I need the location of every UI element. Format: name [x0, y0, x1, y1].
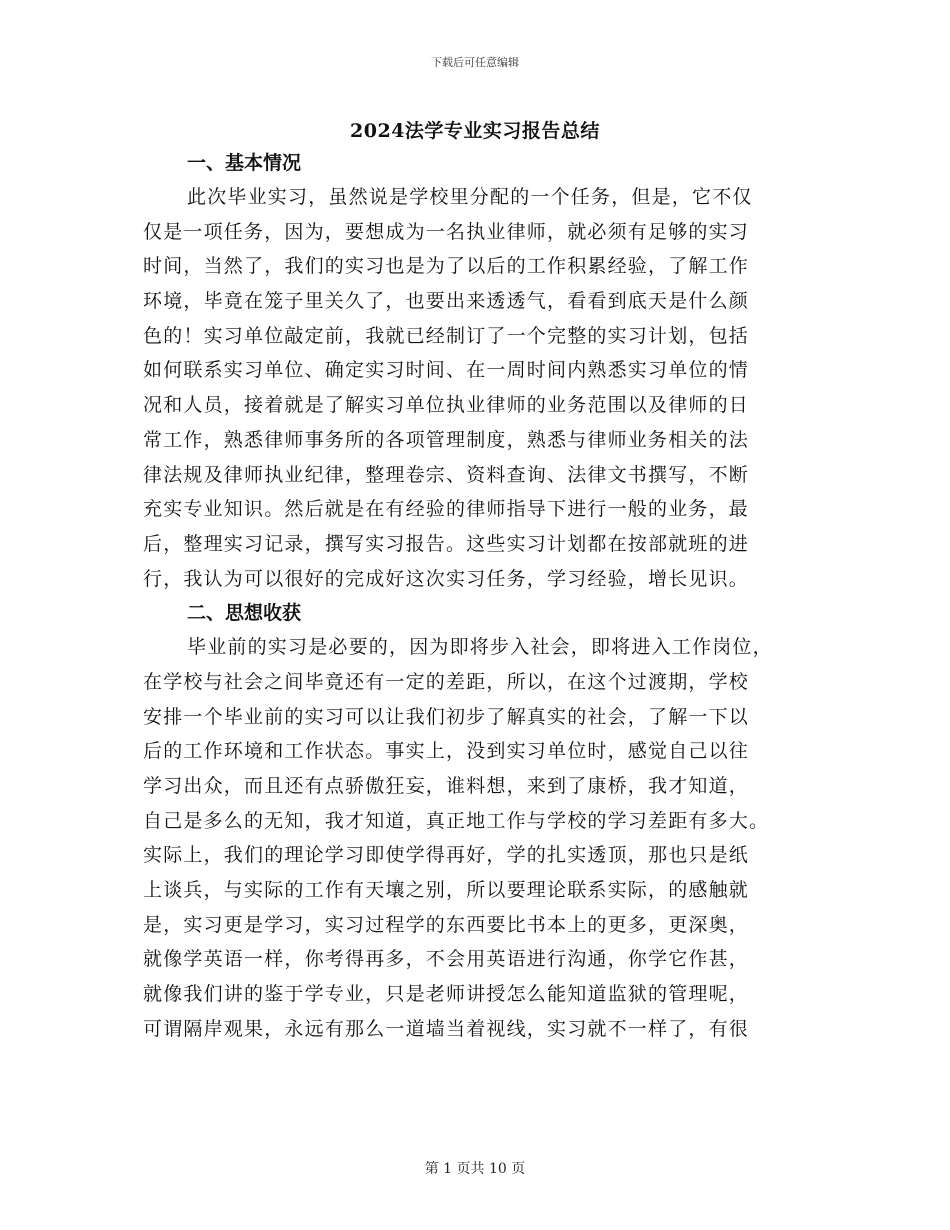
header-note: 下载后可任意编辑	[431, 56, 519, 69]
paragraph-line: 色的！实习单位敲定前，我就已经制订了一个完整的实习计划，包括	[143, 324, 750, 347]
page-number: 第 1 页共 10 页	[424, 1161, 526, 1177]
section-heading-basic-situation: 一、基本情况	[187, 152, 302, 174]
paragraph-line: 就像学英语一样，你考得再多，不会用英语进行沟通，你学它作甚，	[143, 948, 750, 971]
paragraph-line: 此次毕业实习，虽然说是学校里分配的一个任务，但是，它不仅	[187, 186, 753, 208]
section-heading-thought-harvest: 二、思想收获	[187, 602, 302, 625]
paragraph-line: 实际上，我们的理论学习即使学得再好，学的扎实透顶，那也只是纸	[143, 844, 750, 867]
paragraph-line: 仅是一项任务，因为，要想成为一名执业律师，就必须有足够的实习	[143, 220, 750, 243]
paragraph-line: 就像我们讲的鉴于学专业，只是老师讲授怎么能知道监狱的管理呢，	[143, 983, 750, 1006]
paragraph-line: 上谈兵，与实际的工作有天壤之别，所以要理论联系实际，的感触就	[143, 879, 750, 902]
paragraph-line: 是，实习更是学习，实习过程学的东西要比书本上的更多，更深奥，	[143, 913, 750, 936]
paragraph-line: 律法规及律师执业纪律，整理卷宗、资料查询、法律文书撰写，不断	[143, 463, 750, 486]
paragraph-line: 在学校与社会之间毕竟还有一定的差距，所以，在这个过渡期，学校	[143, 670, 750, 693]
paragraph-line: 充实专业知识。然后就是在有经验的律师指导下进行一般的业务，最	[143, 498, 750, 521]
document-title: 2024法学专业实习报告总结	[350, 120, 600, 142]
paragraph-line: 学习出众，而且还有点骄傲狂妄，谁料想，来到了康桥，我才知道，	[143, 775, 750, 797]
paragraph-line: 后的工作环境和工作状态。事实上，没到实习单位时，感觉自己以往	[143, 740, 750, 763]
paragraph-line: 毕业前的实习是必要的，因为即将步入社会，即将进入工作岗位，	[187, 636, 773, 659]
paragraph-line: 况和人员，接着就是了解实习单位执业律师的业务范围以及律师的日	[143, 394, 750, 417]
paragraph-line: 行，我认为可以很好的完成好这次实习任务，学习经验，增长见识。	[143, 567, 750, 590]
paragraph-line: 如何联系实习单位、确定实习时间、在一周时间内熟悉实习单位的情	[143, 359, 750, 382]
paragraph-line: 自己是多么的无知，我才知道，真正地工作与学校的学习差距有多大。	[143, 809, 770, 832]
paragraph-line: 环境，毕竟在笼子里关久了，也要出来透透气，看看到底天是什么颜	[143, 290, 750, 313]
paragraph-line: 时间，当然了，我们的实习也是为了以后的工作积累经验，了解工作	[143, 255, 750, 278]
paragraph-line: 后，整理实习记录，撰写实习报告。这些实习计划都在按部就班的进	[143, 532, 750, 555]
paragraph-line: 安排一个毕业前的实习可以让我们初步了解真实的社会，了解一下以	[143, 705, 750, 728]
paragraph-line: 可谓隔岸观果，永远有那么一道墙当着视线，实习就不一样了，有很	[143, 1017, 750, 1040]
document-body	[143, 146, 797, 1047]
paragraph-line: 常工作，熟悉律师事务所的各项管理制度，熟悉与律师业务相关的法	[143, 428, 750, 451]
